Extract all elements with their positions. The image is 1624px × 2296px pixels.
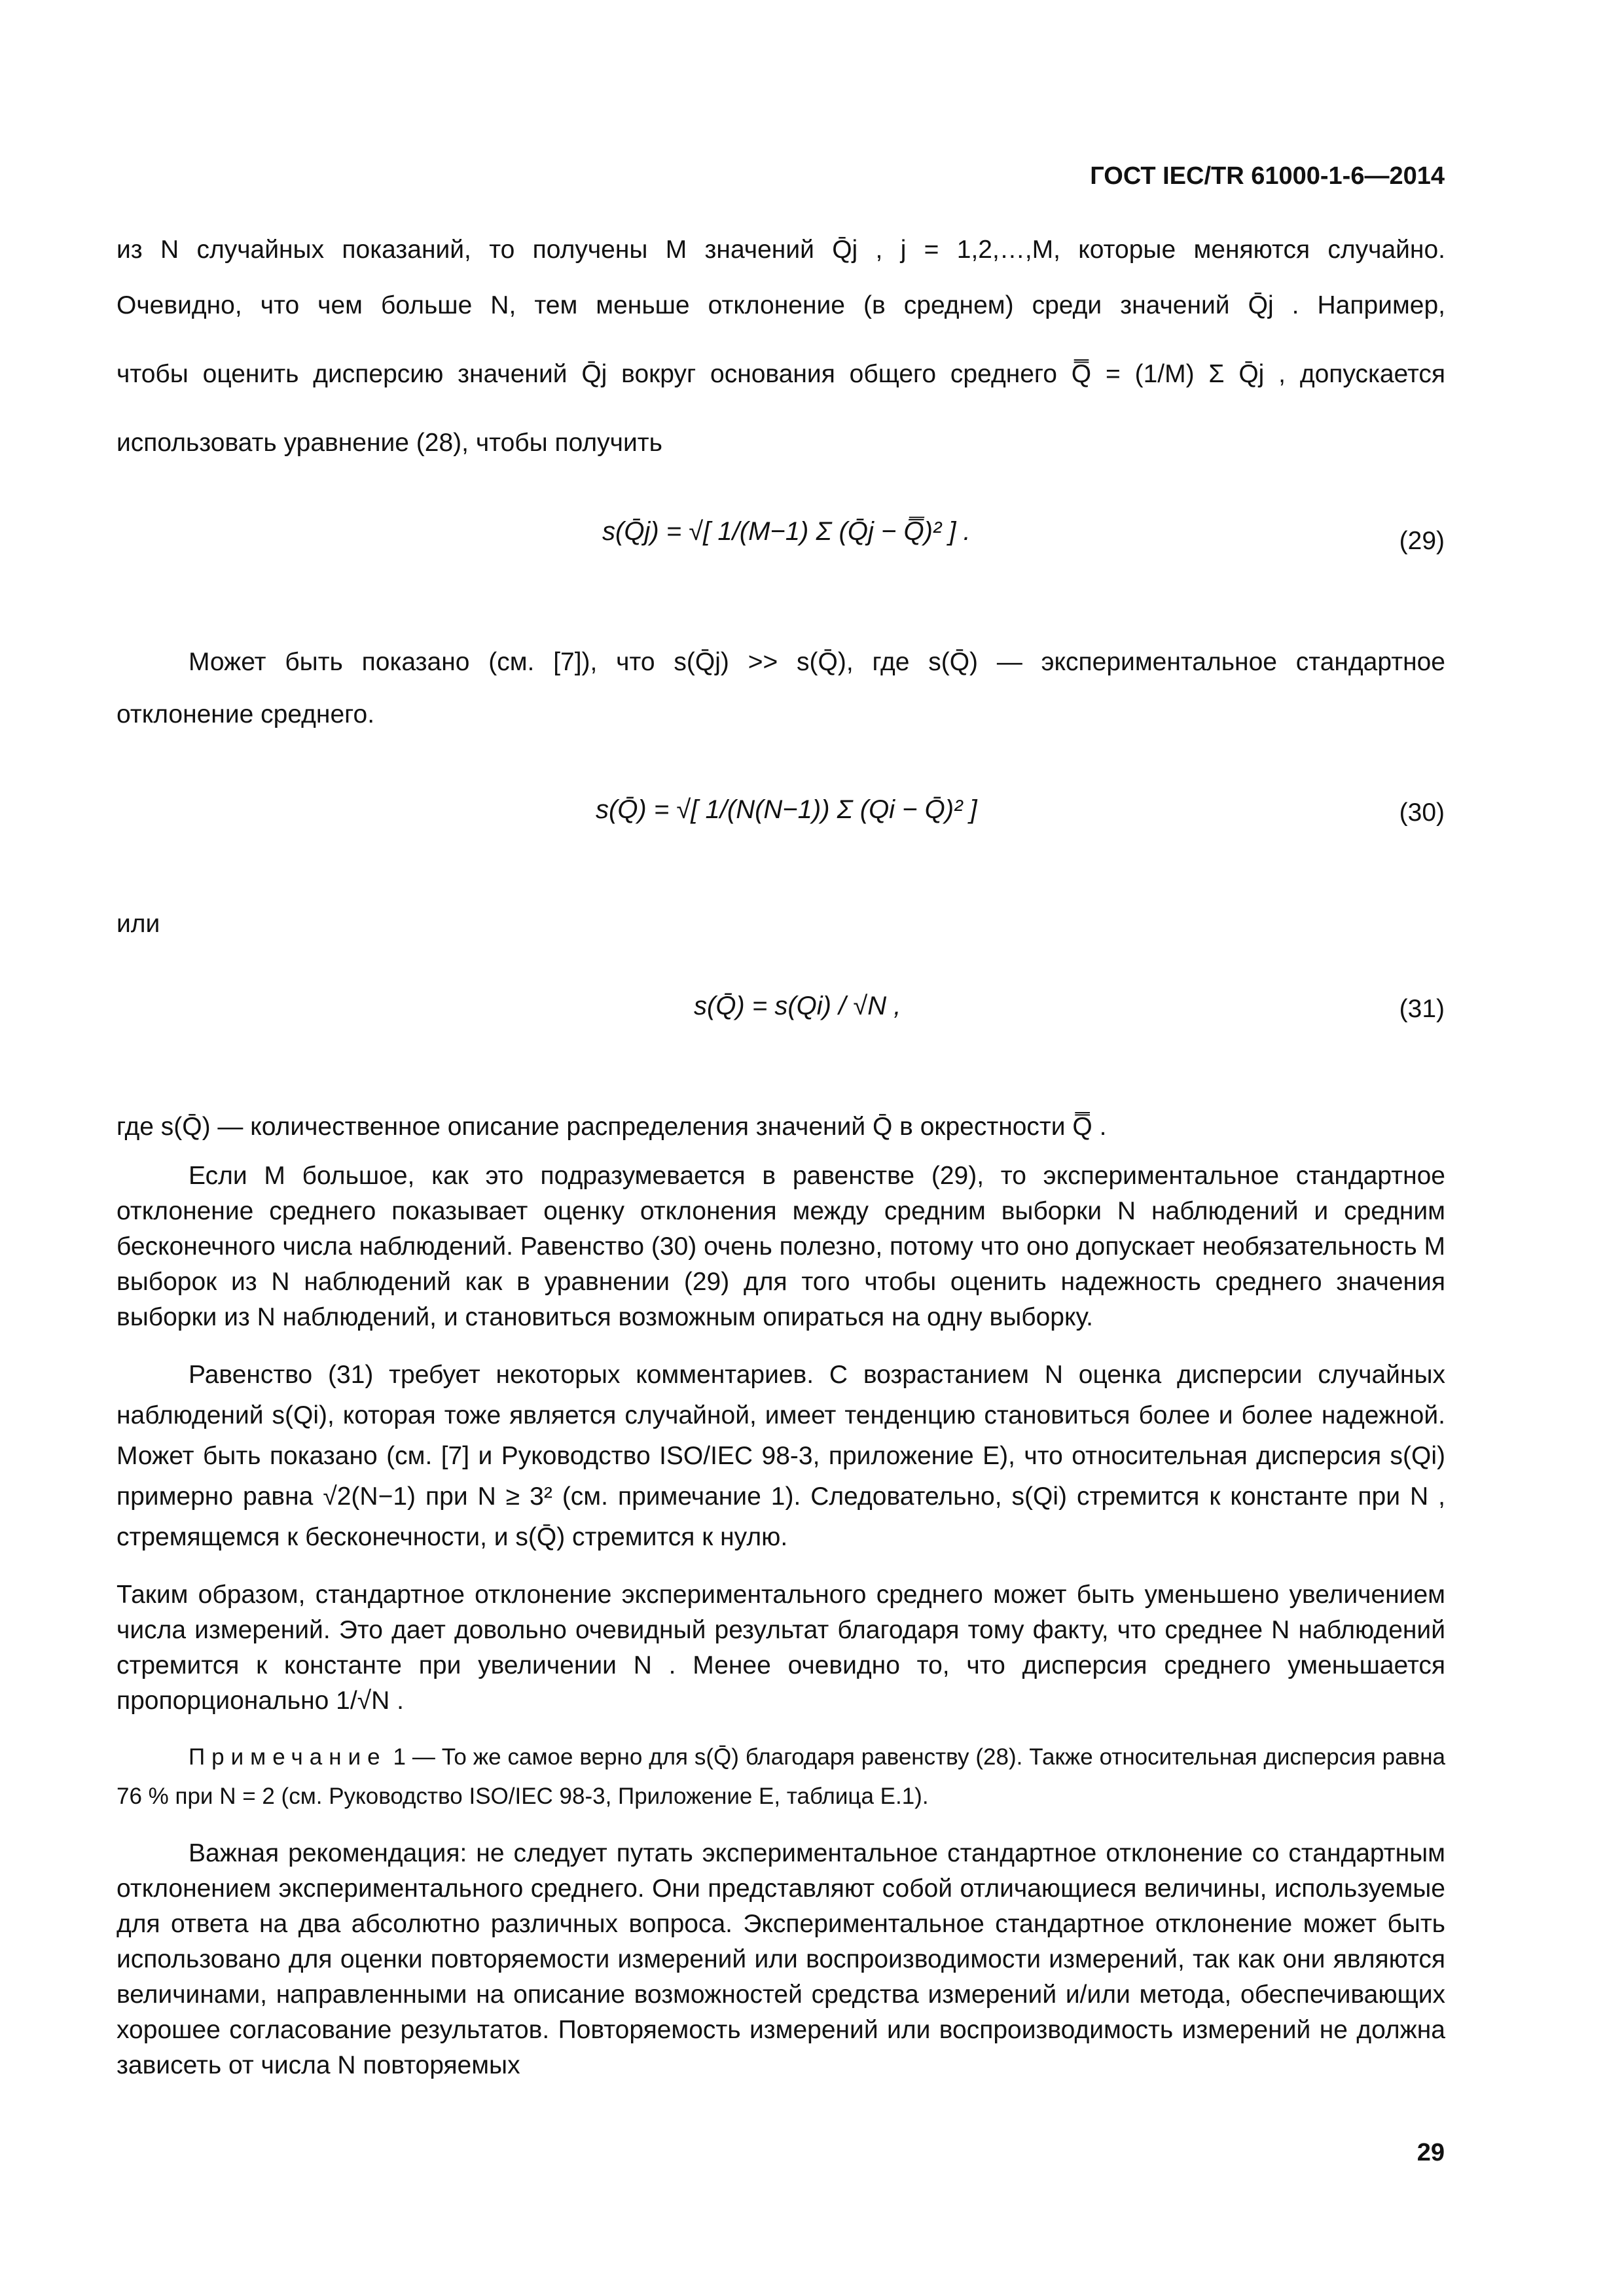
note-text: 1 — То же самое верно для s(Q̄) благодаря равенству (28). Также относительная дисперсия равна 76 % при N = 2 (см. Руководство ISO/IEC 98-3, Приложение Е, таблица Е.1). xyxy=(117,1744,1445,1809)
paragraph: Таким образом, стандартное отклонение экспериментального среднего может быть уменьшено увеличением числа измерений. Это дает довольно очевидный результат благодаря тому факту, что среднее N наблюдений стремится к константе при увеличении N . Менее очевидно то, что дисперсия среднего уменьшается пропорционально 1/√N . xyxy=(117,1581,1445,1715)
equation-number: (31) xyxy=(1399,995,1445,1023)
paragraph-line: использовать уравнение (28), чтобы получить xyxy=(117,429,662,457)
paragraph-line: или xyxy=(117,910,160,938)
paragraph: Важная рекомендация: не следует путать экспериментальное стандартное отклонение со стандартным отклонением экспериментального среднего. Они представляют собой отличающиеся величины, используемые для ответа на два абсолютно различных вопроса. Экспериментальное стандартное отклонение может быть использовано для оценки повторяемости измерений или воспроизводимости измерений, так как они являются величинами, направленными на описание возможностей средства измерений и/или метода, обеспечивающих хорошее согласование результатов. Повторяемость измерений или воспроизводимость измерений не должна зависеть от числа N повторяемых xyxy=(117,1839,1445,2079)
paragraph: Если M большое, как это подразумевается в равенстве (29), то экспериментальное стандартное отклонение среднего показывает оценку отклонения между средним выборки N наблюдений и средним бесконечного числа наблюдений. Равенство (30) очень полезно, потому что оно допускает необязательность M выборок из N наблюдений как в уравнении (29) для того чтобы оценить надежность среднего значения выборки из N наблюдений, и становиться возможным опираться на одну выборку. xyxy=(117,1162,1445,1331)
paragraph-line: чтобы оценить дисперсию значений Q̄j вокруг основания общего среднего Q̿ = (1/M) Σ Q̄j , допускается xyxy=(117,360,1445,388)
paragraph-line: отклонение среднего. xyxy=(117,700,375,728)
paragraph-line: из N случайных показаний, то получены M значений Q̄j , j = 1,2,…,M, которые меняются случайно. xyxy=(117,236,1445,264)
equation-number: (29) xyxy=(1399,527,1445,555)
equation-31: s(Q̄) = s(Qi) / √N , xyxy=(694,992,901,1020)
document-header: ГОСТ IEC/TR 61000-1-6—2014 xyxy=(1090,162,1445,190)
paragraph-line: где s(Q̄) — количественное описание распределения значений Q̄ в окрестности Q̿ . xyxy=(117,1113,1107,1141)
paragraph-line: Очевидно, что чем больше N, тем меньше отклонение (в среднем) среди значений Q̄j . Например, xyxy=(117,291,1445,319)
equation-number: (30) xyxy=(1399,798,1445,827)
note xyxy=(117,1738,1445,1816)
equation-29: s(Q̄j) = √[ 1/(M−1) Σ (Q̄j − Q̿)² ] . xyxy=(602,517,971,546)
equation-30: s(Q̄) = √[ 1/(N(N−1)) Σ (Qi − Q̄)² ] xyxy=(596,795,977,824)
note-label: Примечание xyxy=(189,1744,387,1770)
page-number: 29 xyxy=(1416,2139,1445,2166)
paragraph-line: Может быть показано (см. [7]), что s(Q̄j) >> s(Q̄), где s(Q̄) — экспериментальное стандартное xyxy=(189,648,1445,676)
paragraph: Равенство (31) требует некоторых комментариев. С возрастанием N оценка дисперсии случайных наблюдений s(Qi), которая тоже является случайной, имеет тенденцию становиться более и более надежной. Может быть показано (см. [7] и Руководство ISO/IEC 98-3, приложение Е), что относительная дисперсия s(Qi) примерно равна √2(N−1) при N ≥ 3² (см. примечание 1). Следовательно, s(Qi) стремится к константе при N , стремящемся к бесконечности, и s(Q̄) стремится к нулю. xyxy=(117,1361,1445,1551)
